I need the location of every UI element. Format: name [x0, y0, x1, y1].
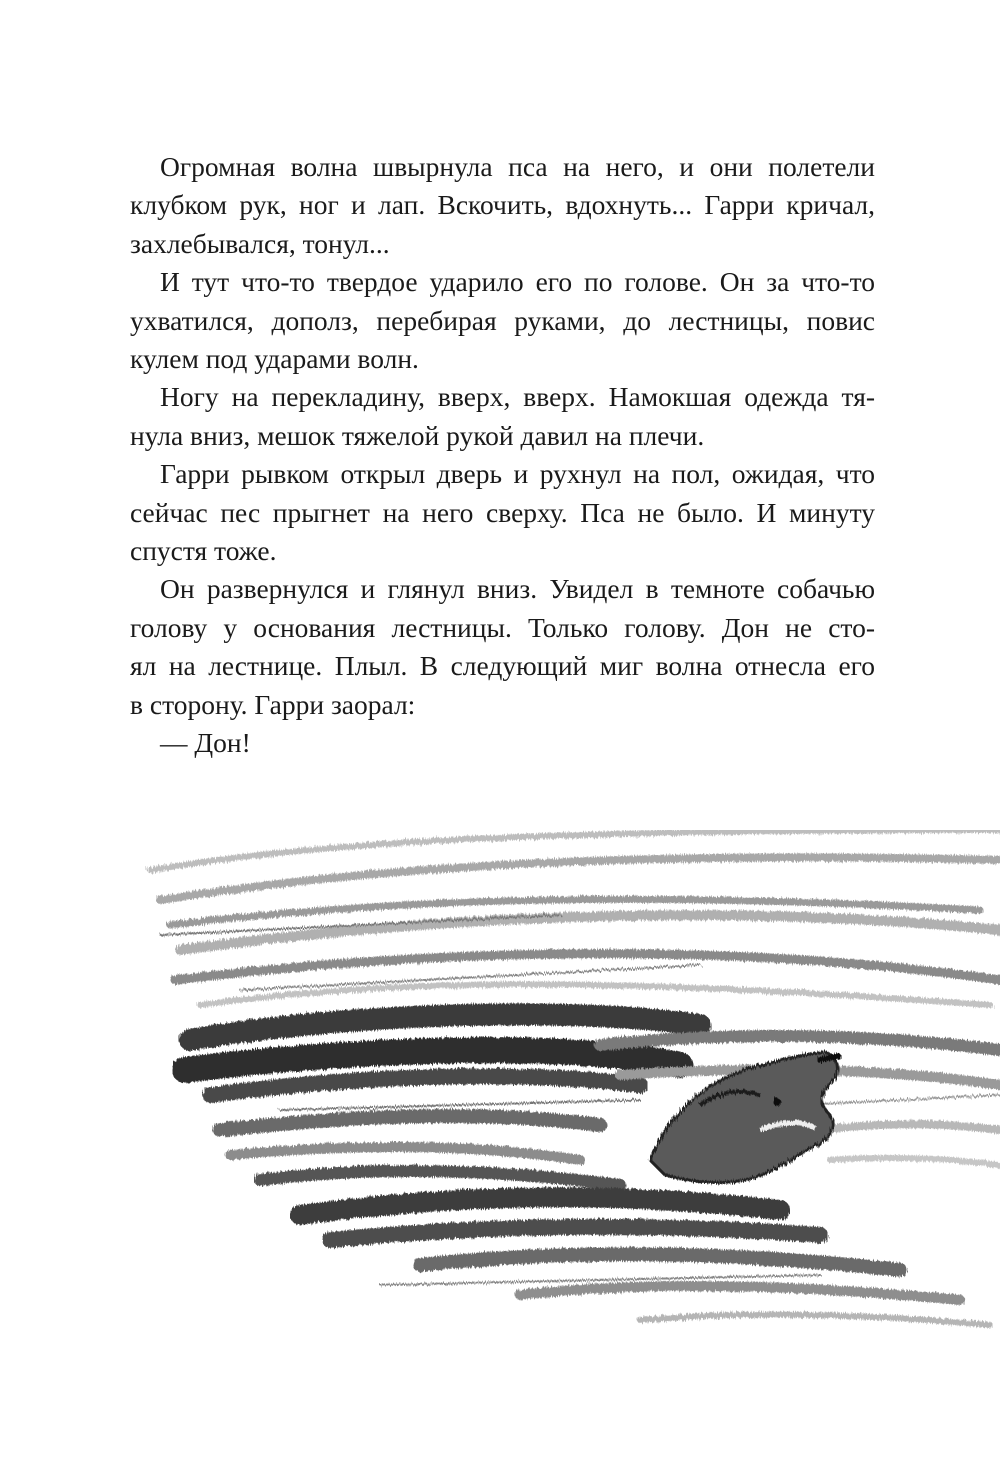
text-line: Гарри рывком открыл дверь и рухнул на пол, ожидая, что: [160, 458, 875, 490]
dog-swimming-illustration: [0, 830, 1000, 1350]
text-line: ял на лестнице. Плыл. В следующий миг волна отнесла его: [130, 650, 875, 682]
text-line: спустя тоже.: [130, 535, 277, 567]
text-line: кулем под ударами волн.: [130, 343, 419, 375]
paragraph-2: [130, 263, 875, 378]
text-line: Ногу на перекладину, вверх, вверх. Намокшая одежда тя-: [160, 381, 875, 413]
text-line: клубком рук, ног и лап. Вскочить, вдохнуть... Гарри кричал,: [130, 189, 875, 221]
paragraph-6: [130, 724, 875, 762]
text-line: захлебывался, тонул...: [130, 227, 390, 259]
text-line: нула вниз, мешок тяжелой рукой давил на плечи.: [130, 419, 705, 451]
text-line: Огромная волна швырнула пса на него, и они полетели: [160, 151, 875, 182]
text-line: в сторону. Гарри заорал:: [130, 688, 416, 720]
text-line: голову у основания лестницы. Только голову. Дон не сто-: [130, 611, 875, 643]
text-line: И тут что-то твердое ударило его по голове. Он за что-то: [160, 266, 875, 298]
paragraph-4: [130, 455, 875, 570]
paragraph-5: [130, 570, 875, 724]
text-line: сейчас пес прыгнет на него сверху. Пса не было. И минуту: [130, 496, 875, 528]
paragraph-1: [130, 148, 875, 263]
body-text: [130, 148, 875, 763]
paragraph-3: [130, 378, 875, 455]
wave-strokes: [150, 830, 1000, 1325]
text-line: — Дон!: [160, 727, 251, 759]
text-line: ухватился, дополз, перебирая руками, до лестницы, повис: [130, 304, 875, 336]
text-line: Он развернулся и глянул вниз. Увидел в темноте собачью: [160, 573, 875, 605]
